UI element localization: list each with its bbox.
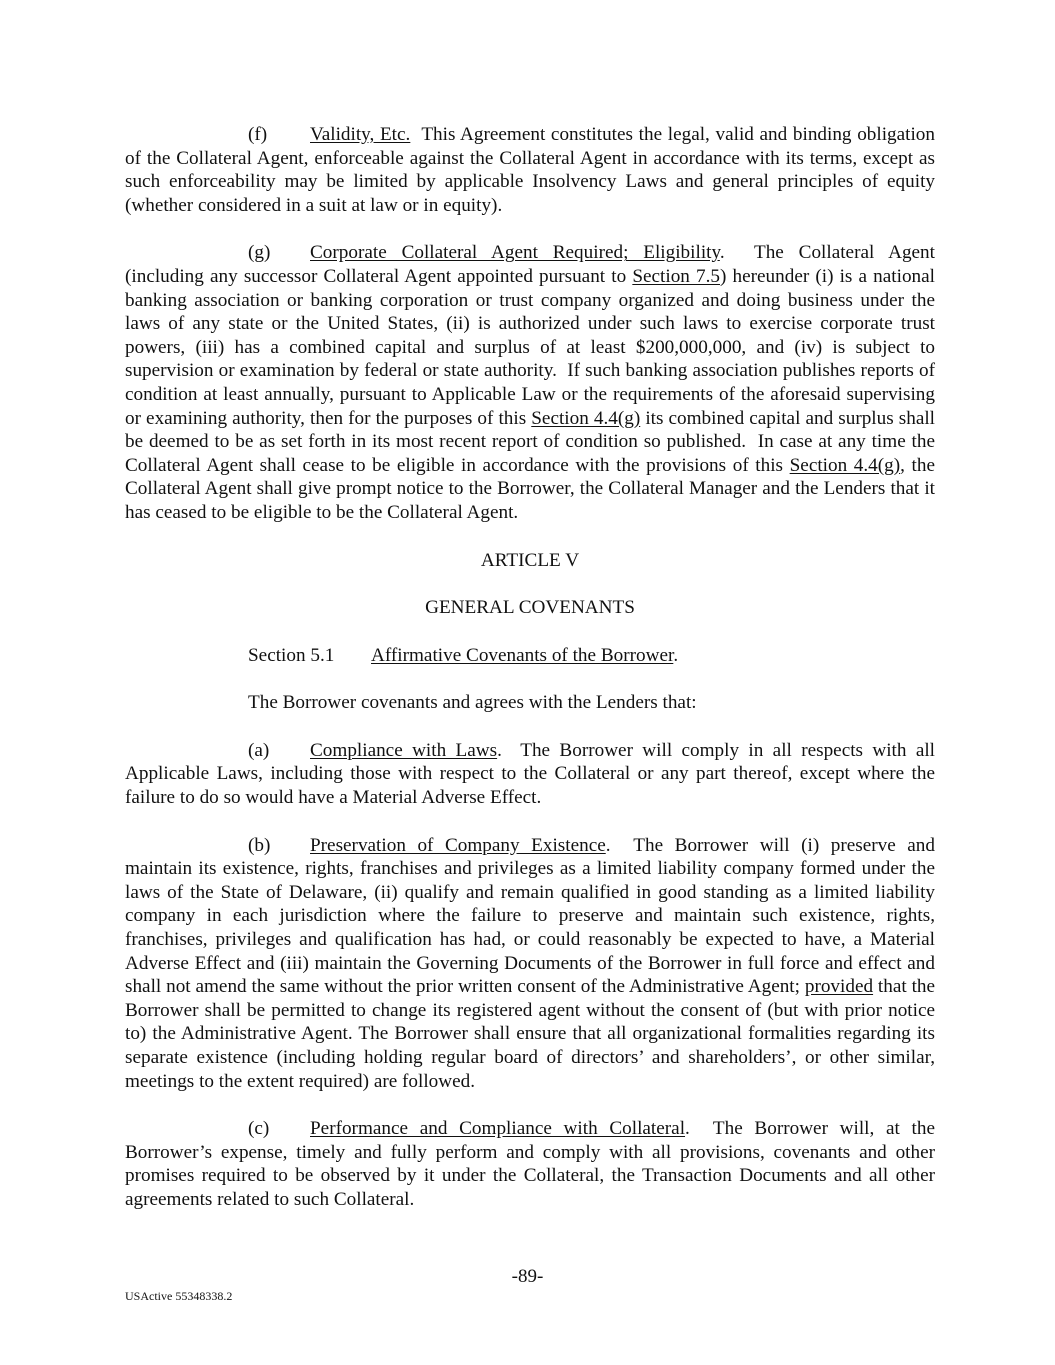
article-title: GENERAL COVENANTS: [425, 597, 635, 619]
section-title-period: .: [673, 644, 679, 666]
paragraph-g-text-1: . The Collateral Agent (including any successor Collateral Agent appointed pursuant to: [125, 242, 940, 287]
paragraph-a: [125, 739, 940, 810]
paragraph-a-label: (a): [248, 739, 270, 761]
paragraph-b-heading: Preservation of Company Existence: [310, 834, 606, 856]
section-title: Affirmative Covenants of the Borrower: [371, 644, 674, 666]
paragraph-g: [125, 241, 940, 524]
document-body: [125, 123, 940, 1236]
section-number: Section 5.1: [248, 644, 335, 666]
paragraph-b-text-2: that the Borrower shall be permitted to change its registered agent without the consent of (but with prior notice to) the Administrative Agent. The Borrower shall ensure that all organizational formalities regarding its separate existence (including holding regular board of directors’ and shareholders’, or other similar, meetings to the extent required) are followed.: [125, 976, 936, 1092]
paragraph-g-label: (g): [248, 242, 271, 264]
section-4-4-g-reference-2: Section 4.4(g): [789, 454, 901, 476]
paragraph-f: [125, 123, 940, 217]
provided-term: provided: [804, 976, 874, 998]
paragraph-g-text-3: its combined capital and surplus shall be deemed to be as set forth in its most recent report of condition so published. In case at any time the Collateral Agent shall cease to be eligible in accordance with the provisions of this: [125, 407, 940, 476]
section-4-4-g-reference: Section 4.4(g): [531, 407, 641, 429]
paragraph-c: [125, 1117, 940, 1211]
paragraph-b-text-1: . The Borrower will (i) preserve and maintain its existence, rights, franchises and privileges as a limited liability company formed under the laws of the State of Delaware, (ii) qualify and remain qualified in good standing as a limited liability company in each jurisdiction where the failure to preserve and maintain such existence, rights, franchises, privileges and qualification has had, or could reasonably be expected to have, a Material Adverse Effect and (iii) maintain the Governing Documents of the Borrower in full force and effect and shall not amend the same without the prior written consent of the Administrative Agent;: [125, 834, 940, 998]
section-7-5-reference: Section 7.5: [632, 265, 720, 287]
paragraph-c-text: . The Borrower will, at the Borrower’s expense, timely and fully perform and comply with all provisions, covenants and other promises required to be observed by it under the Collateral, the Transaction Documents and all other agreements related to such Collateral.: [125, 1118, 940, 1210]
section-heading: [125, 644, 935, 668]
paragraph-g-text-2: ) hereunder (i) is a national banking association or banking corporation or trust company organized and doing business under the laws of any state or the United States, (ii) is authorized under such laws to exercise corporate trust powers, (iii) has a combined capital and surplus of at least $200,000,000, and (iv) is subject to supervision or examination by federal or state authority. If such banking association publishes reports of condition at least annually, pursuant to Applicable Law or the requirements of the aforesaid supervising or examining authority, then for the purposes of this: [125, 265, 940, 429]
paragraph-f-text: This Agreement constitutes the legal, valid and binding obligation of the Collateral Agent, enforceable against the Collateral Agent in accordance with its terms, except as such enforceability may be limited by applicable Insolvency Laws and general principles of equity (whether considered in a suit at law or in equity).: [125, 124, 940, 216]
paragraph-c-label: (c): [248, 1118, 270, 1140]
paragraph-f-label: (f): [248, 124, 268, 145]
paragraph-b: [125, 834, 940, 1094]
paragraph-g-heading: Corporate Collateral Agent Required; Eligibility: [310, 242, 720, 264]
paragraph-a-text: . The Borrower will comply in all respects with all Applicable Laws, including those with respect to the Collateral or any part thereof, except where the failure to do so would have a Material Adverse Effect.: [125, 739, 940, 809]
paragraph-a-heading: Compliance with Laws: [310, 739, 498, 761]
section-intro: The Borrower covenants and agrees with the Lenders that:: [248, 692, 697, 714]
paragraph-c-heading: Performance and Compliance with Collateral: [310, 1118, 686, 1140]
paragraph-g-text-4: , the Collateral Agent shall give prompt notice to the Borrower, the Collateral Manager and the Lenders that it has ceased to be eligible to be the Collateral Agent.: [125, 454, 935, 523]
article-number: ARTICLE V: [480, 549, 580, 571]
page-number: -89-: [511, 1266, 544, 1287]
paragraph-b-label: (b): [248, 834, 271, 856]
paragraph-f-heading: Validity, Etc.: [310, 124, 411, 145]
document-id: USActive 55348338.2: [125, 1289, 233, 1303]
